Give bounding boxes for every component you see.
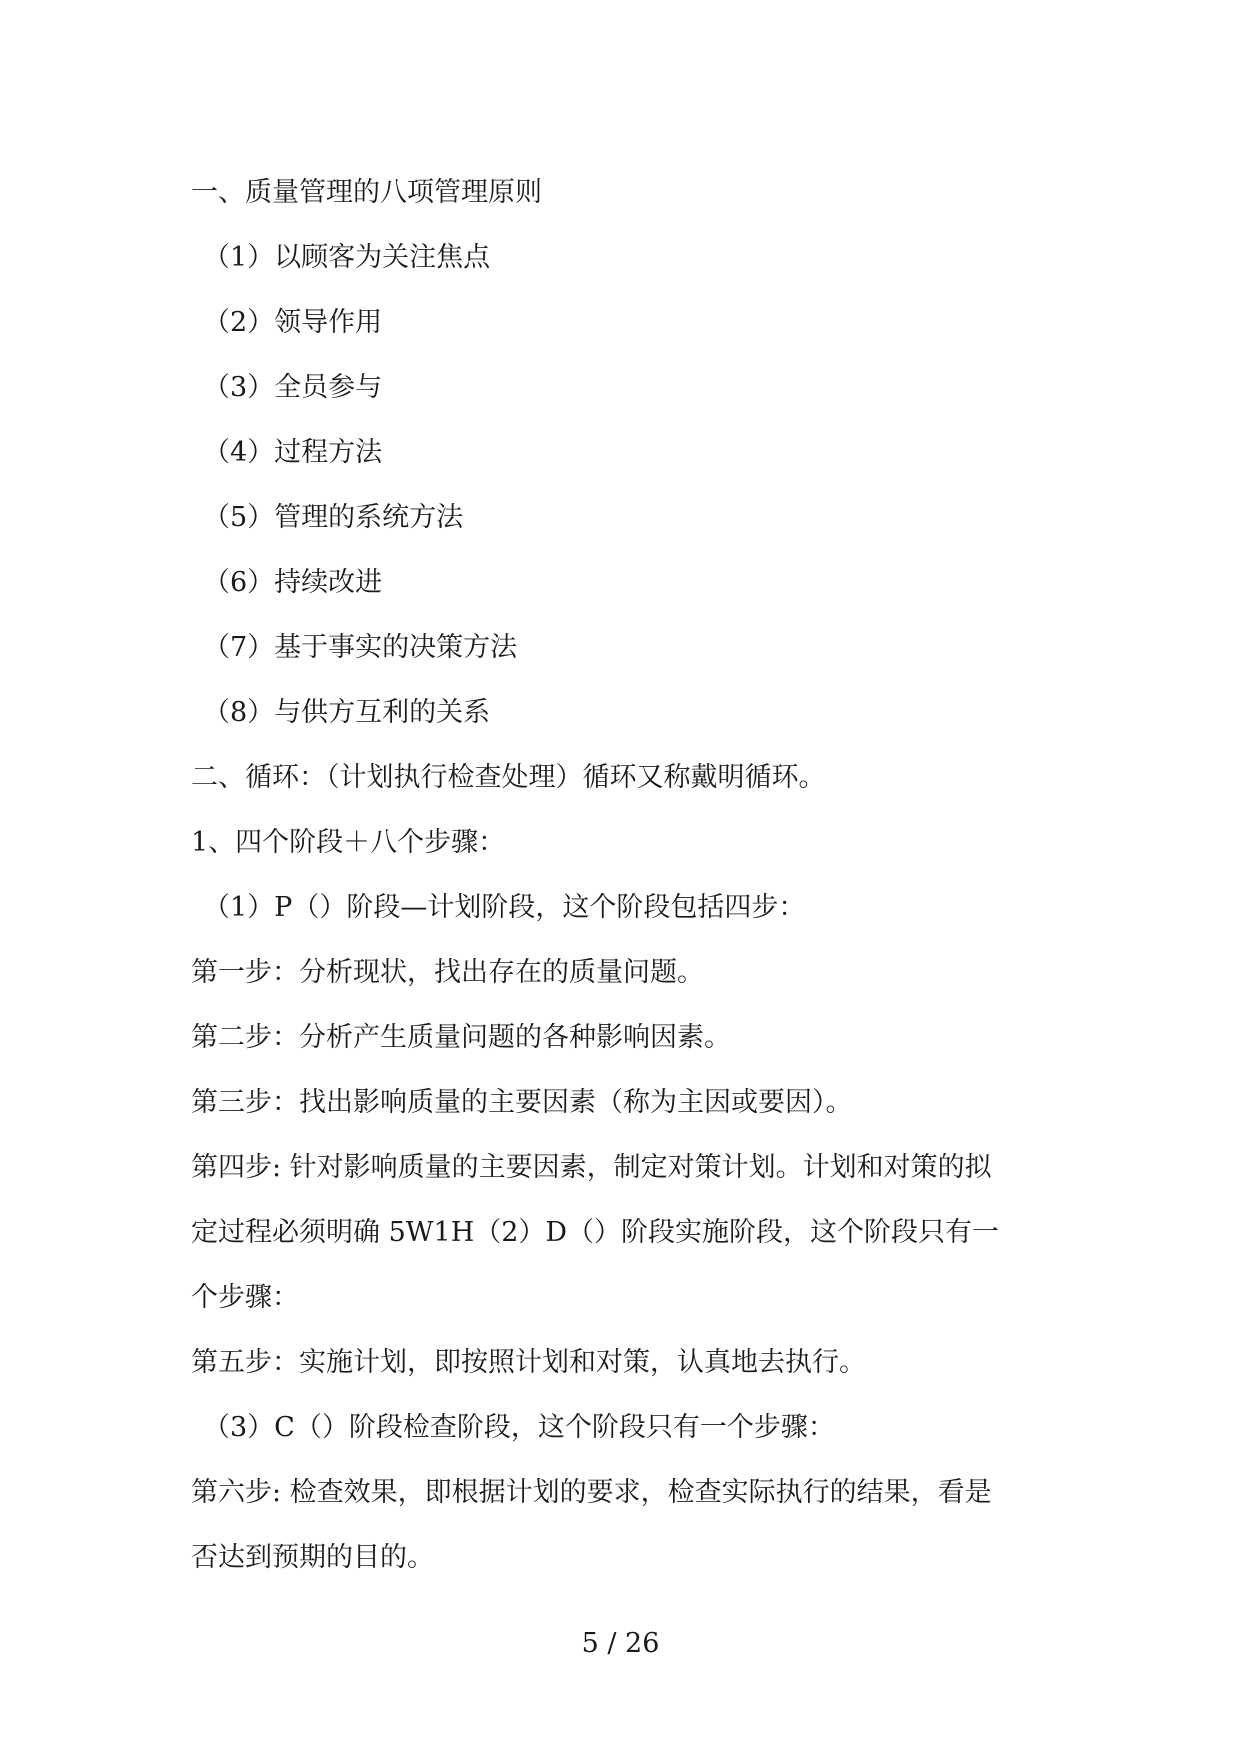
step-paragraph: 第三步：找出影响质量的主要因素（称为主因或要因）。 — [191, 1087, 853, 1118]
step-paragraph: 个步骤： — [191, 1282, 299, 1313]
subsection-heading: 1、四个阶段＋八个步骤： — [191, 827, 506, 858]
step-paragraph: 第一步：分析现状，找出存在的质量问题。 — [191, 957, 704, 988]
list-item: （1）以顾客为关注焦点 — [203, 242, 491, 273]
list-item: （7）基于事实的决策方法 — [203, 632, 518, 663]
list-item: （2）领导作用 — [203, 307, 383, 338]
step-paragraph: 第四步: 针对影响质量的主要因素，制定对策计划。计划和对策的拟 — [191, 1152, 992, 1183]
step-paragraph: 定过程必须明确 5W1H（2）D（）阶段实施阶段，这个阶段只有一 — [191, 1217, 1000, 1248]
list-item: （4）过程方法 — [203, 437, 383, 468]
page-number: 5 / 26 — [581, 1628, 660, 1659]
phase-heading-p: （1）P（）阶段—计划阶段，这个阶段包括四步： — [203, 892, 806, 923]
list-item: （3）全员参与 — [203, 372, 383, 403]
list-item: （8）与供方互利的关系 — [203, 697, 491, 728]
section-heading-1: 一、质量管理的八项管理原则 — [191, 177, 542, 208]
step-paragraph: 第二步：分析产生质量问题的各种影响因素。 — [191, 1022, 731, 1053]
list-item: （6）持续改进 — [203, 567, 383, 598]
step-paragraph: 第五步：实施计划，即按照计划和对策，认真地去执行。 — [191, 1347, 866, 1378]
section-heading-2: 二、循环：（计划执行检查处理）循环又称戴明循环。 — [191, 762, 826, 793]
step-paragraph: 否达到预期的目的。 — [191, 1542, 434, 1573]
step-paragraph: 第六步: 检查效果，即根据计划的要求，检查实际执行的结果，看是 — [191, 1477, 992, 1508]
phase-heading-c: （3）C（）阶段检查阶段，这个阶段只有一个步骤： — [203, 1412, 835, 1443]
list-item: （5）管理的系统方法 — [203, 502, 464, 533]
page-body — [191, 160, 1061, 1590]
